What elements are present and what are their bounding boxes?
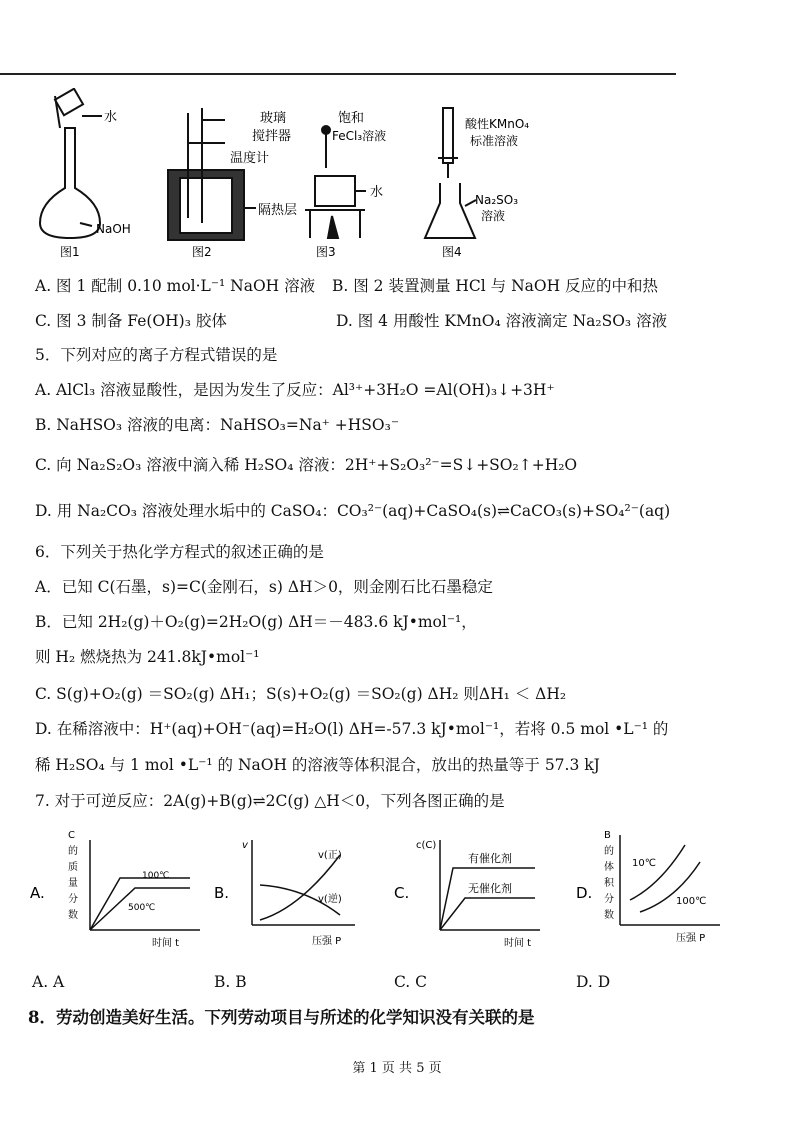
graph-a-ylabel-1: C [68,830,75,841]
graph-d-curve-1-label: 10℃ [632,858,656,869]
graph-c-letter: C. [394,884,410,902]
fig4-label-na2so3-1: Na₂SO₃ [475,193,519,207]
fig4-label-kmno4-1: 酸性KMnO₄ [465,117,530,131]
graph-d-ylabel-2: 的 [604,846,614,857]
graph-c-curve-2-label: 无催化剂 [468,882,512,895]
fig4-label-na2so3-2: 溶液 [481,209,506,223]
fig2-label-stirrer-2: 搅拌器 [252,129,292,144]
graph-b-letter: B. [214,884,230,902]
graph-a-ylabel-3: 质 [68,862,78,873]
graph-c-curve-1 [440,868,535,930]
graph-d-curve-2-label: 100℃ [676,896,707,907]
q7-answer-d: D. D [576,973,611,991]
graph-a-ylabel-6: 数 [68,910,78,921]
graph-a-letter: A. [30,884,45,902]
fig1-caption: 图1 [60,245,80,259]
graph-a-ylabel-5: 分 [68,894,78,905]
graph-c-ylabel: c(C) [416,840,437,851]
q7-answer-a: A. A [32,973,65,991]
graph-b-curve-2-label: v(逆) [318,894,342,905]
q7-graphs [20,830,740,960]
fig2-label-insulation: 隔热层 [258,203,298,218]
graph-d-ylabel-3: 体 [604,862,614,873]
q5-option-d: D. 用 Na₂CO₃ 溶液处理水垢中的 CaSO₄：CO₃²⁻(aq)+CaSO₄(s)⇌CaCO₃(s)+SO₄²⁻(aq) [35,502,671,520]
q6-option-b-line1: B．已知 2H₂(g)＋O₂(g)=2H₂O(g) ΔH＝－483.6 kJ•mol⁻¹， [35,613,477,631]
q6-option-b-line2: 则 H₂ 燃烧热为 241.8kJ•mol⁻¹ [35,648,260,666]
q7-stem: 7. 对于可逆反应：2A(g)+B(g)⇌2C(g) △H＜0，下列各图正确的是 [35,792,505,810]
q8-stem: 8．劳动创造美好生活。下列劳动项目与所述的化学知识没有关联的是 [28,1008,535,1027]
page-footer: 第 1 页 共 5 页 [352,1061,442,1076]
graph-c-curve-1-label: 有催化剂 [468,852,512,865]
graph-d-curve-1 [630,845,685,900]
header-rule [0,73,676,75]
graph-d-letter: D. [576,884,593,902]
graph-b-curve-1 [260,855,340,920]
graph-d-ylabel-6: 数 [604,910,614,921]
graph-d-axes [620,835,720,925]
graph-a-xlabel: 时间 t [152,938,180,949]
q5-option-b: B. NaHSO₃ 溶液的电离：NaHSO₃=Na⁺ +HSO₃⁻ [35,416,400,434]
graph-a-ylabel-4: 量 [68,878,78,889]
graph-a-curve-2-label: 500℃ [128,903,156,913]
fig3-label-sat-1: 饱和 [338,111,365,126]
q4-option-d: D. 图 4 用酸性 KMnO₄ 溶液滴定 Na₂SO₃ 溶液 [336,312,668,330]
q7-answer-c: C. C [394,973,428,991]
q7-answer-b: B. B [214,973,247,991]
fig2-calorimeter [168,108,256,240]
fig1-label-naoh: NaOH [96,222,131,236]
q4-option-b: B. 图 2 装置测量 HCl 与 NaOH 反应的中和热 [332,277,659,295]
graph-d-ylabel-1: B [604,830,611,841]
graph-c-curve-2 [440,898,535,930]
graph-b-curve-1-label: v(正) [318,850,342,861]
fig2-caption: 图2 [192,245,212,259]
graph-a-curve-1-label: 100℃ [142,871,170,881]
fig2-label-thermometer: 温度计 [230,151,270,166]
q6-option-d-line2: 稀 H₂SO₄ 与 1 mol •L⁻¹ 的 NaOH 的溶液等体积混合，放出的热量等于 57.3 kJ [35,756,600,774]
graph-d-ylabel-5: 分 [604,894,614,905]
fig3-caption: 图3 [316,245,336,259]
fig1-volumetric-flask [40,89,102,238]
q6-option-d-line1: D. 在稀溶液中：H⁺(aq)+OH⁻(aq)=H₂O(l) ΔH=-57.3 kJ•mol⁻¹，若将 0.5 mol •L⁻¹ 的 [35,720,669,738]
fig4-caption: 图4 [442,245,462,259]
q5-option-c: C. 向 Na₂S₂O₃ 溶液中滴入稀 H₂SO₄ 溶液：2H⁺+S₂O₃²⁻=S↓+SO₂↑+H₂O [35,456,578,474]
graph-a-axes [90,840,200,930]
graph-b-ylabel: v [242,840,248,851]
q4-option-a: A. 图 1 配制 0.10 mol·L⁻¹ NaOH 溶液 [35,277,316,295]
q6-option-a: A．已知 C(石墨，s)=C(金刚石，s) ΔH＞0，则金刚石比石墨稳定 [35,578,493,596]
graph-a-ylabel-2: 的 [68,846,78,857]
fig3-label-water: 水 [370,185,384,200]
q5-option-a: A. AlCl₃ 溶液显酸性，是因为发生了反应：Al³⁺+3H₂O =Al(OH)₃↓+3H⁺ [35,381,555,399]
q6-option-c: C. S(g)+O₂(g) ＝SO₂(g) ΔH₁；S(s)+O₂(g) ＝SO₂(g) ΔH₂ 则ΔH₁ ＜ ΔH₂ [35,685,567,703]
fig4-label-kmno4-2: 标准溶液 [470,134,519,148]
q4-option-c: C. 图 3 制备 Fe(OH)₃ 胶体 [35,312,227,330]
graph-d-ylabel-4: 积 [604,878,614,889]
graph-b-xlabel: 压强 P [312,936,342,947]
q6-stem: 6．下列关于热化学方程式的叙述正确的是 [35,543,324,561]
apparatus-figures [20,88,680,263]
graph-d-xlabel: 压强 P [676,933,706,944]
fig3-label-sat-2: FeCl₃溶液 [332,129,387,143]
fig1-label-water: 水 [104,110,118,125]
fig2-label-stirrer-1: 玻璃 [260,111,287,126]
graph-c-xlabel: 时间 t [504,938,532,949]
q5-stem: 5．下列对应的离子方程式错误的是 [35,346,278,364]
